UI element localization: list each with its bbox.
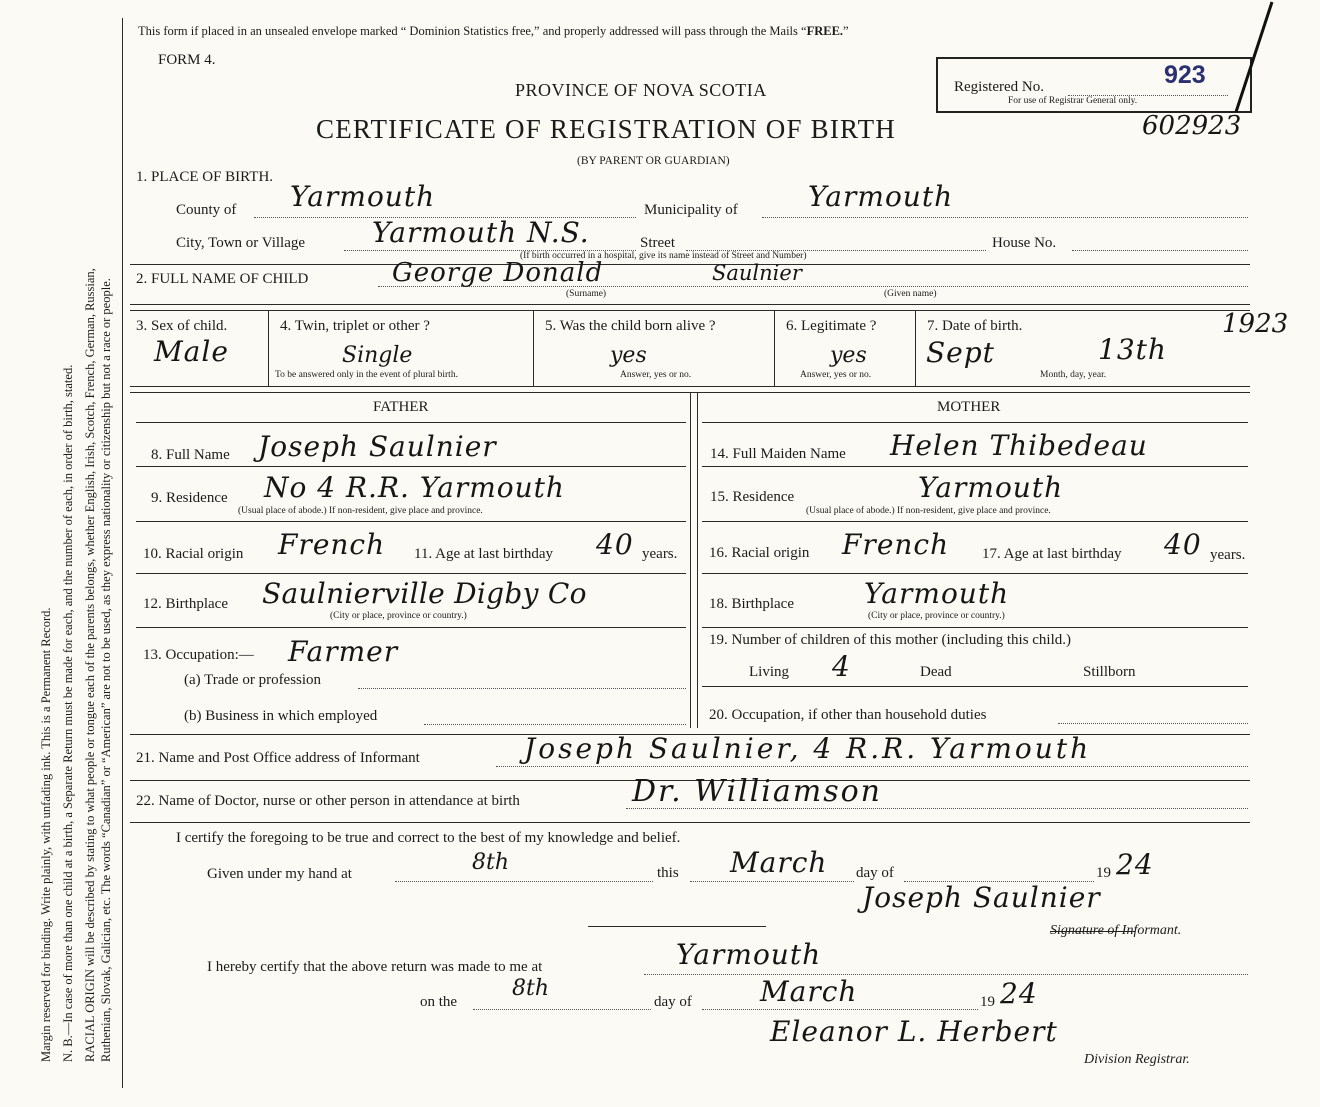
mother-birthplace-note: (City or place, province or country.) (868, 611, 1005, 621)
father-row-2-line (136, 521, 686, 522)
father-trade-label: (a) Trade or profession (184, 672, 322, 688)
legitimate-note: Answer, yes or no. (800, 370, 872, 380)
city-value: Yarmouth N.S. (372, 216, 590, 249)
given-name-note: (Given name) (884, 289, 937, 299)
mother-row-3-line (702, 573, 1248, 574)
dob-month-value: Sept (926, 336, 995, 369)
street-label: Street (640, 235, 675, 251)
year-prefix: 19 (1096, 865, 1111, 881)
father-trade-line (358, 688, 686, 689)
father-residence-note: (Usual place of abode.) If non-resident, give place and province. (238, 506, 483, 516)
divider-3 (130, 310, 1250, 311)
surname-note: (Surname) (566, 289, 607, 299)
county-value: Yarmouth (290, 180, 436, 213)
father-heading-line (136, 422, 686, 423)
father-name-label: 8. Full Name (151, 447, 230, 463)
registrar-use-note: For use of Registrar General only. (1008, 96, 1138, 106)
province-heading: PROVINCE OF NOVA SCOTIA (515, 80, 767, 100)
father-business-label: (b) Business in which employed (184, 708, 378, 724)
sex-label: 3. Sex of child. (136, 318, 228, 334)
father-row-3-line (136, 573, 686, 574)
father-residence-value: No 4 R.R. Yarmouth (264, 471, 565, 504)
father-occupation-value: Farmer (288, 635, 399, 668)
mother-residence-label: 15. Residence (710, 489, 795, 505)
legitimate-value: yes (830, 343, 867, 368)
city-label: City, Town or Village (176, 235, 306, 251)
registrar-day-line (473, 1009, 651, 1010)
father-age-unit: years. (642, 546, 678, 562)
col-sep-1 (268, 310, 269, 386)
divider-1 (130, 264, 1250, 265)
twin-value: Single (342, 343, 413, 368)
dob-day-value: 13th (1098, 333, 1167, 366)
mother-row-4-line (702, 627, 1248, 628)
father-residence-label: 9. Residence (151, 490, 228, 506)
divider-6 (130, 822, 1250, 823)
mother-residence-note: (Usual place of abode.) If non-resident, give place and province. (806, 506, 1051, 516)
child-name-value: George Donald (392, 258, 604, 288)
signature-strike (1050, 931, 1135, 932)
registrar-place-value: Yarmouth (676, 938, 822, 971)
informant-label: 21. Name and Post Office address of Informant (136, 750, 420, 766)
given-month-line (690, 881, 854, 882)
registrar-day-of-label: day of (654, 994, 692, 1010)
certify-statement: I certify the foregoing to be true and correct to the best of my knowledge and belief. (176, 830, 681, 846)
mother-name-value: Helen Thibedeau (890, 429, 1148, 462)
registered-number-box (936, 57, 1252, 113)
registrar-title: Division Registrar. (1084, 1052, 1190, 1067)
given-place-line (395, 881, 653, 882)
house-number-line (1072, 250, 1248, 251)
sex-value: Male (154, 335, 229, 368)
pen-stroke-mark (1210, 0, 1280, 120)
col-sep-3 (774, 310, 775, 386)
municipality-line (762, 217, 1248, 218)
mother-heading-line (702, 422, 1248, 423)
mother-occupation-line (1058, 723, 1248, 724)
this-label: this (657, 865, 679, 881)
legitimate-label: 6. Legitimate ? (786, 318, 877, 334)
registrar-month-value: March (760, 975, 858, 1008)
form-left-border (122, 18, 123, 1088)
mother-living-value: 4 (832, 650, 851, 683)
form-number: FORM 4. (158, 52, 216, 68)
registrar-year-suffix: 24 (1000, 977, 1038, 1010)
place-of-birth-label: 1. PLACE OF BIRTH. (136, 169, 274, 185)
mother-row-2-line (702, 521, 1248, 522)
mother-racial-value: French (842, 528, 950, 561)
alive-value: yes (610, 343, 647, 368)
father-heading: FATHER (373, 399, 429, 415)
hospital-note: (If birth occurred in a hospital, give its name instead of Street and Number) (520, 251, 807, 261)
given-label: Given under my hand at (207, 866, 352, 882)
mother-birthplace-label: 18. Birthplace (709, 596, 794, 612)
registrar-month-line (702, 1009, 978, 1010)
mother-birthplace-value: Yarmouth (864, 577, 1010, 610)
municipality-value: Yarmouth (808, 180, 954, 213)
certificate-title: CERTIFICATE OF REGISTRATION OF BIRTH (316, 114, 896, 144)
side-note-racial-origin-1: RACIAL ORIGIN will be described by stating to what people or tongue each of the parents belongs, whether English, Irish, Scotch, French, German, Russian, (83, 268, 97, 1062)
child-surname-value: Saulnier (712, 261, 802, 285)
on-the-label: on the (420, 994, 458, 1010)
mother-racial-label: 16. Racial origin (709, 545, 810, 561)
col-sep-2 (533, 310, 534, 386)
certificate-subtitle: (BY PARENT OR GUARDIAN) (577, 155, 730, 167)
mother-age-label: 17. Age at last birthday (982, 546, 1122, 562)
mother-children-label: 19. Number of children of this mother (including this child.) (709, 632, 1072, 648)
father-row-1-line (136, 466, 686, 467)
father-birthplace-note: (City or place, province or country.) (330, 611, 467, 621)
informant-line (496, 766, 1248, 767)
registered-value: 923 (1164, 61, 1206, 89)
signature-label: Signature of Informant. (1050, 923, 1182, 938)
registrar-year-prefix: 19 (980, 994, 995, 1010)
doctor-value: Dr. Williamson (632, 774, 882, 809)
mail-notice: This form if placed in an unsealed envelope marked “ Dominion Statistics free,” and properly addressed will pass through the Mails “FREE.” (138, 24, 849, 38)
handwritten-registration-number: 602923 (1142, 111, 1242, 141)
father-occupation-label: 13. Occupation:— (143, 647, 254, 663)
col-sep-4 (915, 310, 916, 386)
dob-year-value: 1923 (1222, 309, 1289, 339)
twin-note: To be answered only in the event of plural birth. (275, 370, 458, 380)
registrar-signature: Eleanor L. Herbert (770, 1015, 1058, 1048)
father-birthplace-label: 12. Birthplace (143, 596, 228, 612)
mother-occupation-label: 20. Occupation, if other than household duties (709, 707, 987, 723)
mother-heading: MOTHER (937, 399, 1001, 415)
registered-label: Registered No. (954, 79, 1044, 95)
registrar-place-line (644, 974, 1248, 975)
father-name-value: Joseph Saulnier (258, 430, 497, 463)
alive-note: Answer, yes or no. (620, 370, 692, 380)
given-month-value: March (730, 846, 828, 879)
mother-living-label: Living (749, 664, 789, 680)
registrar-statement: I hereby certify that the above return was made to me at (207, 959, 543, 975)
father-business-line (424, 724, 686, 725)
mother-stillborn-label: Stillborn (1083, 664, 1136, 680)
dob-note: Month, day, year. (1040, 370, 1107, 380)
county-label: County of (176, 202, 237, 218)
dob-label: 7. Date of birth. (927, 318, 1023, 334)
father-age-label: 11. Age at last birthday (414, 546, 553, 562)
informant-value: Joseph Saulnier, 4 R.R. Yarmouth (524, 732, 1092, 765)
mother-row-1-line (702, 466, 1248, 467)
given-place-value: 8th (472, 850, 510, 875)
registrar-day-value: 8th (512, 976, 550, 1001)
divider-2 (130, 304, 1250, 305)
parents-top-line (130, 392, 1250, 393)
mother-row-5-line (702, 686, 1248, 687)
father-birthplace-value: Saulnierville Digby Co (262, 577, 587, 610)
father-racial-value: French (278, 528, 386, 561)
father-age-value: 40 (596, 528, 634, 561)
year-suffix: 24 (1116, 848, 1154, 881)
mother-residence-value: Yarmouth (918, 471, 1064, 504)
side-note-binding: Margin reserved for binding. Write plainly, with unfading ink. This is a Permanent Record. (39, 607, 53, 1062)
witness-line (588, 926, 766, 927)
municipality-label: Municipality of (644, 202, 738, 218)
mother-age-value: 40 (1164, 528, 1202, 561)
mother-name-label: 14. Full Maiden Name (710, 446, 846, 462)
father-row-4-line (136, 627, 686, 628)
mother-dead-label: Dead (920, 664, 952, 680)
alive-label: 5. Was the child born alive ? (545, 318, 716, 334)
day-of-label: day of (856, 865, 894, 881)
divider-4 (130, 386, 1250, 387)
house-number-label: House No. (992, 235, 1057, 251)
father-racial-label: 10. Racial origin (143, 546, 244, 562)
side-note-multiple-births: N. B.—In case of more than one child at a birth, a Separate Return must be made for each, and the number of each, in order of birth, stated. (61, 364, 75, 1062)
mother-age-unit: years. (1210, 547, 1246, 563)
informant-signature: Joseph Saulnier (862, 881, 1101, 914)
side-note-racial-origin-2: Ruthenian, Slovak, Galician, etc. The words “Canadian” or “American” are not to be used, as they express nationality or citizenship but not a race or people. (99, 278, 113, 1062)
child-name-label: 2. FULL NAME OF CHILD (136, 271, 309, 287)
doctor-label: 22. Name of Doctor, nurse or other person in attendance at birth (136, 793, 520, 809)
twin-label: 4. Twin, triplet or other ? (280, 318, 430, 334)
